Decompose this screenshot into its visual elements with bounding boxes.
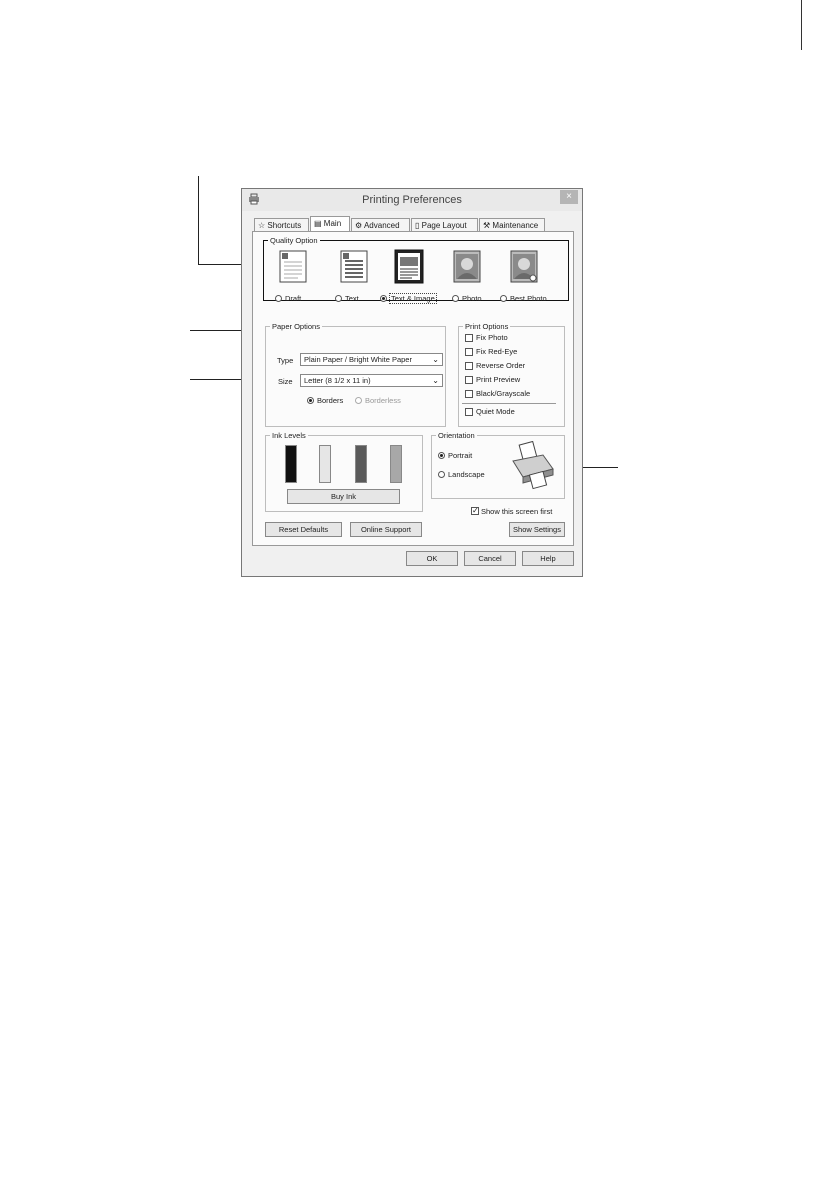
chevron-down-icon: ⌄	[432, 376, 439, 385]
cancel-button[interactable]: Cancel	[464, 551, 516, 566]
photo-label: Photo	[462, 294, 482, 303]
portrait-radio[interactable]	[438, 452, 445, 459]
borders-label: Borders	[317, 396, 344, 405]
star-icon: ☆	[258, 221, 266, 230]
tab-advanced[interactable]	[351, 218, 410, 231]
draft-label: Draft	[285, 294, 302, 303]
fix-red-eye-label: Fix Red-Eye	[476, 347, 518, 356]
reverse-order-checkbox[interactable]	[465, 362, 473, 370]
reset-defaults-button[interactable]: Reset Defaults	[265, 522, 342, 537]
wrench-icon: ⚒	[483, 221, 491, 230]
quiet-mode-label: Quiet Mode	[476, 407, 515, 416]
help-button[interactable]: Help	[522, 551, 574, 566]
ink-cartridge-light	[319, 445, 331, 483]
show-screen-first-checkbox[interactable]: ✓	[472, 506, 479, 515]
text-quality-icon	[339, 249, 369, 284]
borders-radio[interactable]	[307, 397, 314, 404]
close-button[interactable]: ×	[560, 190, 578, 204]
print-preview-label: Print Preview	[476, 375, 521, 384]
ink-cartridge-black	[285, 445, 297, 483]
tab-main[interactable]	[310, 216, 350, 232]
size-label: Size	[278, 377, 293, 386]
landscape-radio[interactable]	[438, 471, 445, 478]
print-preview-checkbox[interactable]	[465, 376, 473, 384]
callout-quality-vertical	[198, 176, 199, 265]
page-margin-rule	[801, 0, 802, 50]
paper-type-select[interactable]	[300, 353, 443, 366]
ink-cartridge-dark	[355, 445, 367, 483]
gear-icon: ⚙	[355, 221, 363, 230]
paper-type-value: Plain Paper / Bright White Paper	[304, 355, 412, 364]
buy-ink-button[interactable]: Buy Ink	[287, 489, 400, 504]
print-options-divider	[462, 403, 556, 404]
tab-page-layout[interactable]	[411, 218, 478, 231]
paper-size-value: Letter (8 1/2 x 11 in)	[304, 376, 371, 385]
best-photo-label: Best Photo	[510, 294, 547, 303]
ink-levels-label: Ink Levels	[272, 431, 306, 440]
black-grayscale-checkbox[interactable]	[465, 390, 473, 398]
text-image-quality-icon	[394, 249, 424, 284]
paper-size-select[interactable]	[300, 374, 443, 387]
borderless-radio[interactable]	[355, 397, 362, 404]
quiet-mode-checkbox[interactable]	[465, 408, 473, 416]
tab-label: Shortcuts	[267, 221, 302, 230]
text-radio[interactable]	[335, 295, 342, 302]
print-options-label: Print Options	[465, 322, 509, 331]
printer-orientation-icon	[509, 441, 557, 491]
portrait-label: Portrait	[448, 451, 473, 460]
fix-red-eye-checkbox[interactable]	[465, 348, 473, 356]
draft-radio[interactable]	[275, 295, 282, 302]
photo-quality-icon	[452, 249, 482, 284]
photo-radio[interactable]	[452, 295, 459, 302]
show-screen-first-label: Show this screen first	[481, 507, 553, 516]
quality-option-label: Quality Option	[270, 236, 318, 245]
tab-label: Maintenance	[492, 221, 539, 230]
window-title: Printing Preferences	[362, 194, 462, 206]
paper-options-label: Paper Options	[272, 322, 320, 331]
printer-icon: ▤	[314, 219, 322, 228]
chevron-down-icon: ⌄	[432, 355, 439, 364]
tab-label: Advanced	[363, 221, 400, 230]
tab-label: Page Layout	[421, 221, 467, 230]
fix-photo-checkbox[interactable]	[465, 334, 473, 342]
printing-preferences-window	[241, 188, 583, 577]
page-icon: ▯	[415, 221, 420, 230]
reverse-order-label: Reverse Order	[476, 361, 526, 370]
fix-photo-label: Fix Photo	[476, 333, 508, 342]
text-image-label: Text & Image	[391, 294, 435, 303]
borderless-label: Borderless	[365, 396, 401, 405]
best-photo-radio[interactable]	[500, 295, 507, 302]
best-photo-quality-icon	[509, 249, 539, 284]
tab-label: Main	[323, 219, 342, 228]
title-bar	[242, 189, 582, 211]
text-label: Text	[345, 294, 359, 303]
draft-quality-icon	[278, 249, 308, 284]
landscape-label: Landscape	[448, 470, 485, 479]
black-grayscale-label: Black/Grayscale	[476, 389, 531, 398]
orientation-label: Orientation	[438, 431, 475, 440]
type-label: Type	[277, 356, 294, 365]
ok-button[interactable]: OK	[406, 551, 458, 566]
tab-shortcuts[interactable]	[254, 218, 309, 231]
tab-maintenance[interactable]	[479, 218, 545, 231]
online-support-button[interactable]: Online Support	[350, 522, 422, 537]
show-settings-button[interactable]: Show Settings	[509, 522, 565, 537]
ink-cartridge-medium	[390, 445, 402, 483]
text-image-radio[interactable]	[380, 295, 387, 302]
